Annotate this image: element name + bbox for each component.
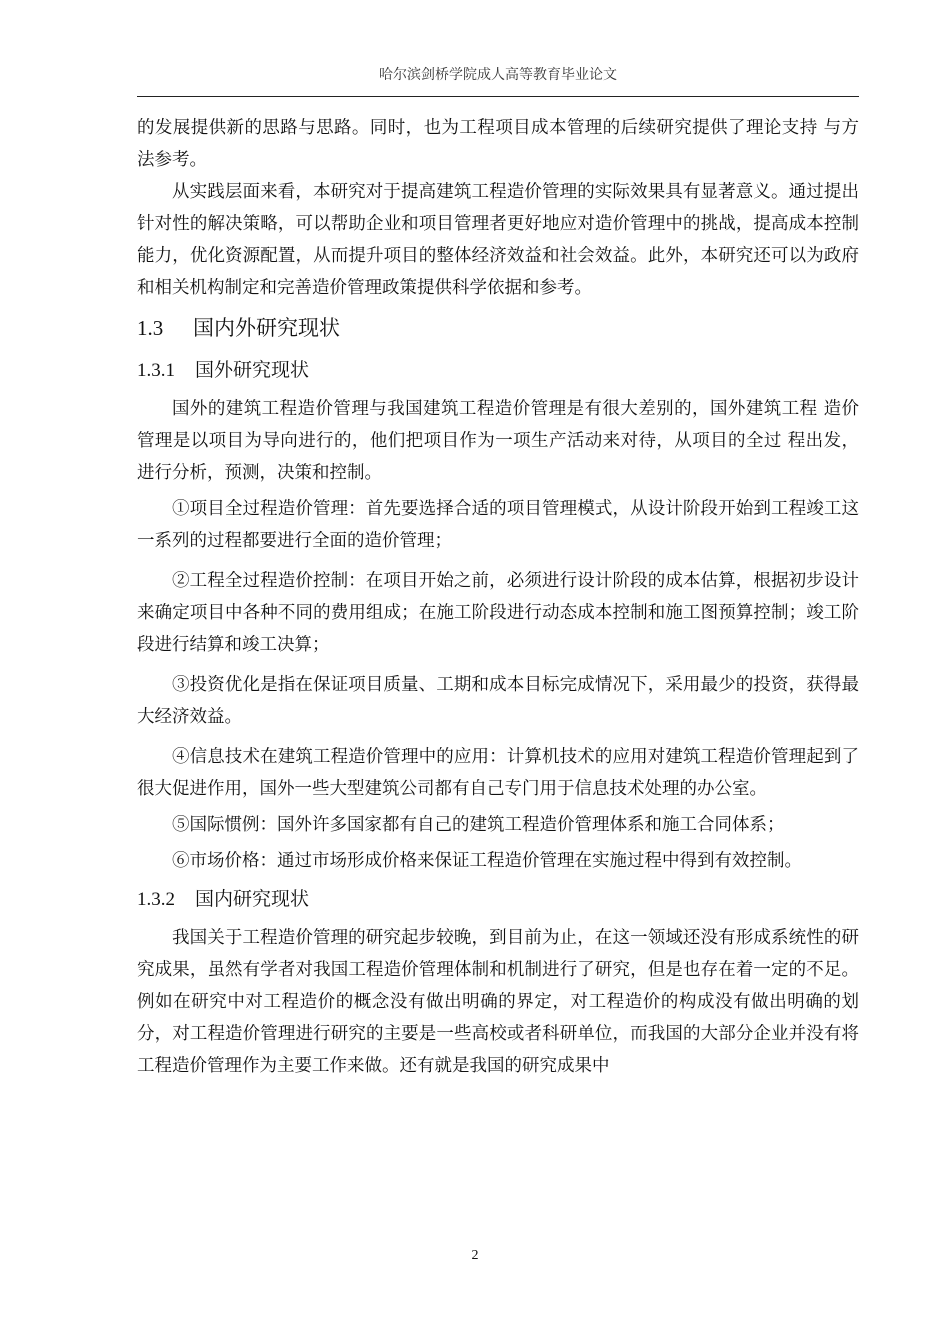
- section-title: 国内研究现状: [195, 888, 310, 910]
- list-item: ①项目全过程造价管理：首先要选择合适的项目管理模式，从设计阶段开始到工程竣工这一系列的过程都要进行全面的造价管理；: [137, 499, 859, 551]
- section-heading-1-3: [137, 308, 859, 348]
- section-number: 1.3: [137, 316, 164, 340]
- document-body: [137, 112, 859, 1082]
- paragraph: 从实践层面来看，本研究对于提高建筑工程造价管理的实际效果具有显著意义。通过提出针对性的解决策略，可以帮助企业和项目管理者更好地应对造价管理中的挑战，提高成本控制能力，优化资源配置，从而提升项目的整体经济效益和社会效益。此外，本研究还可以为政府和相关机构制定和完善造价管理政策提供科学依据和参考。: [137, 182, 859, 298]
- list-item: ②工程全过程造价控制：在项目开始之前，必须进行设计阶段的成本估算，根据初步设计来确定项目中各种不同的费用组成；在施工阶段进行动态成本控制和施工图预算控制；竣工阶段进行结算和竣工决算；: [137, 571, 859, 655]
- page-header: 哈尔滨剑桥学院成人高等教育毕业论文: [379, 67, 617, 83]
- section-heading-1-3-1: [137, 352, 859, 389]
- page-number: 2: [471, 1248, 479, 1263]
- list-item: ⑥市场价格：通过市场形成价格来保证工程造价管理在实施过程中得到有效控制。: [172, 851, 802, 871]
- header-divider: [137, 96, 859, 97]
- list-item: ④信息技术在建筑工程造价管理中的应用：计算机技术的应用对建筑工程造价管理起到了很大促进作用，国外一些大型建筑公司都有自己专门用于信息技术处理的办公室。: [137, 747, 859, 799]
- section-title: 国内外研究现状: [193, 316, 340, 340]
- paragraph: 国外的建筑工程造价管理与我国建筑工程造价管理是有很大差别的，国外建筑工程 造价管理是以项目为导向进行的，他们把项目作为一项生产活动来对待，从项目的全过 程出发，进行分析，预测，决策和控制。: [137, 399, 859, 483]
- paragraph: 的发展提供新的思路与思路。同时，也为工程项目成本管理的后续研究提供了理论支持 与方法参考。: [137, 118, 859, 170]
- section-heading-1-3-2: [137, 881, 859, 918]
- list-item: ③投资优化是指在保证项目质量、工期和成本目标完成情况下，采用最少的投资，获得最大经济效益。: [137, 675, 859, 727]
- section-title: 国外研究现状: [195, 359, 310, 381]
- list-item: ⑤国际惯例：国外许多国家都有自己的建筑工程造价管理体系和施工合同体系；: [172, 815, 785, 835]
- section-number: 1.3.1: [137, 360, 175, 381]
- paragraph: 我国关于工程造价管理的研究起步较晚，到目前为止，在这一领域还没有形成系统性的研究成果，虽然有学者对我国工程造价管理体制和机制进行了研究，但是也存在着一定的不足。例如在研究中对工程造价的概念没有做出明确的界定，对工程造价的构成没有做出明确的划分，对工程造价管理进行研究的主要是一些高校或者科研单位，而我国的大部分企业并没有将工程造价管理作为主要工作来做。还有就是我国的研究成果中: [137, 928, 859, 1076]
- section-number: 1.3.2: [137, 889, 175, 910]
